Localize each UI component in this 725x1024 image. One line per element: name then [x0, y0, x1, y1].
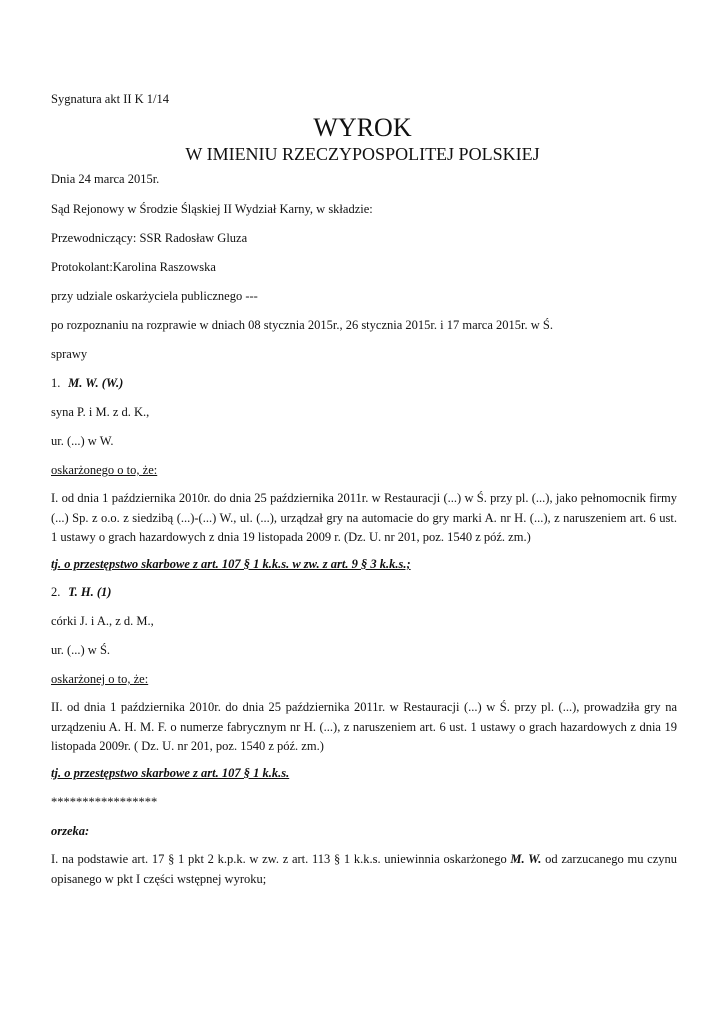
defendant-2-charged-label: oskarżonej o to, że: [51, 672, 149, 686]
defendant-1-number: 1. [51, 376, 61, 390]
defendant-1-charge: I. od dnia 1 października 2010r. do dnia 25 października 2011r. w Restauracji (...) w Ś. przy pl. (...), jako pełnomocnik firmy (...) Sp. z o.o. z siedzibą (...)-(...) W., ul. (...), urządzał gry na automacie do gry marki A. nr H. (...), z naruszeniem art. 6 ust. 1 ustawy o grach hazardowych z dnia 19 listopada 2009 r. (Dz. U. nr 201, poz. 1540 z póź. zm.) [51, 491, 677, 544]
defendant-2-parents: córki J. i A., z d. M., [51, 614, 154, 628]
separator-line: ***************** [51, 795, 158, 809]
defendant-1-name: M. W. (W.) [68, 376, 124, 390]
case-signature: Sygnatura akt II K 1/14 [51, 92, 170, 106]
prosecutor-line: przy udziale oskarżyciela publicznego --- [51, 289, 258, 303]
defendant-1-offence: tj. o przestępstwo skarbowe z art. 107 § 1 k.k.s. w zw. z art. 9 § 3 k.k.s.; [51, 557, 411, 571]
ruling-label: orzeka: [51, 824, 90, 838]
defendant-2-heading [51, 584, 111, 601]
defendant-1-parents: syna P. i M. z d. K., [51, 405, 150, 419]
presiding-judge: Przewodniczący: SSR Radosław Gluza [51, 231, 248, 245]
ruling-point-1 [51, 850, 677, 889]
defendant-2-name: T. H. (1) [68, 585, 112, 599]
defendant-2-birth: ur. (...) w Ś. [51, 643, 111, 657]
ruling-point-1-suffix: od zarzucanego mu czynu opisanego w pkt I części wstępnej wyroku; [51, 852, 678, 886]
defendant-2-charge: II. od dnia 1 października 2010r. do dnia 25 października 2011r. w Restauracji (...) w Ś. przy pl. (...), prowadziła gry na urządzeniu A. H. M. F. o numerze fabrycznym nr H. (...), z naruszeniem art. 6 ust. 1 ustawy o grach hazardowych z dnia 19 listopada 2009r. ( Dz. U. nr 201, poz. 1540 z póź. zm.) [51, 700, 677, 753]
ruling-point-1-prefix: I. na podstawie art. 17 § 1 pkt 2 k.p.k. w zw. z art. 113 § 1 k.k.s. uniewinnia oskarżonego [51, 852, 511, 866]
defendant-2-number: 2. [51, 585, 61, 599]
defendant-2-offence: tj. o przestępstwo skarbowe z art. 107 § 1 k.k.s. [51, 766, 290, 780]
document-subtitle: W IMIENIU RZECZYPOSPOLITEJ POLSKIEJ [185, 144, 540, 164]
hearing-dates: po rozpoznaniu na rozprawie w dniach 08 stycznia 2015r., 26 stycznia 2015r. i 17 marca 2015r. w Ś. [51, 318, 553, 332]
court-composition: Sąd Rejonowy w Środzie Śląskiej II Wydział Karny, w składzie: [51, 202, 373, 216]
court-clerk: Protokolant:Karolina Raszowska [51, 260, 216, 274]
judgment-date: Dnia 24 marca 2015r. [51, 172, 160, 186]
case-label: sprawy [51, 347, 88, 361]
ruling-point-1-name: M. W. [510, 852, 542, 866]
defendant-1-charged-label: oskarżonego o to, że: [51, 463, 158, 477]
defendant-1-heading [51, 375, 123, 392]
defendant-1-birth: ur. (...) w W. [51, 434, 114, 448]
document-title: WYROK [313, 113, 412, 142]
